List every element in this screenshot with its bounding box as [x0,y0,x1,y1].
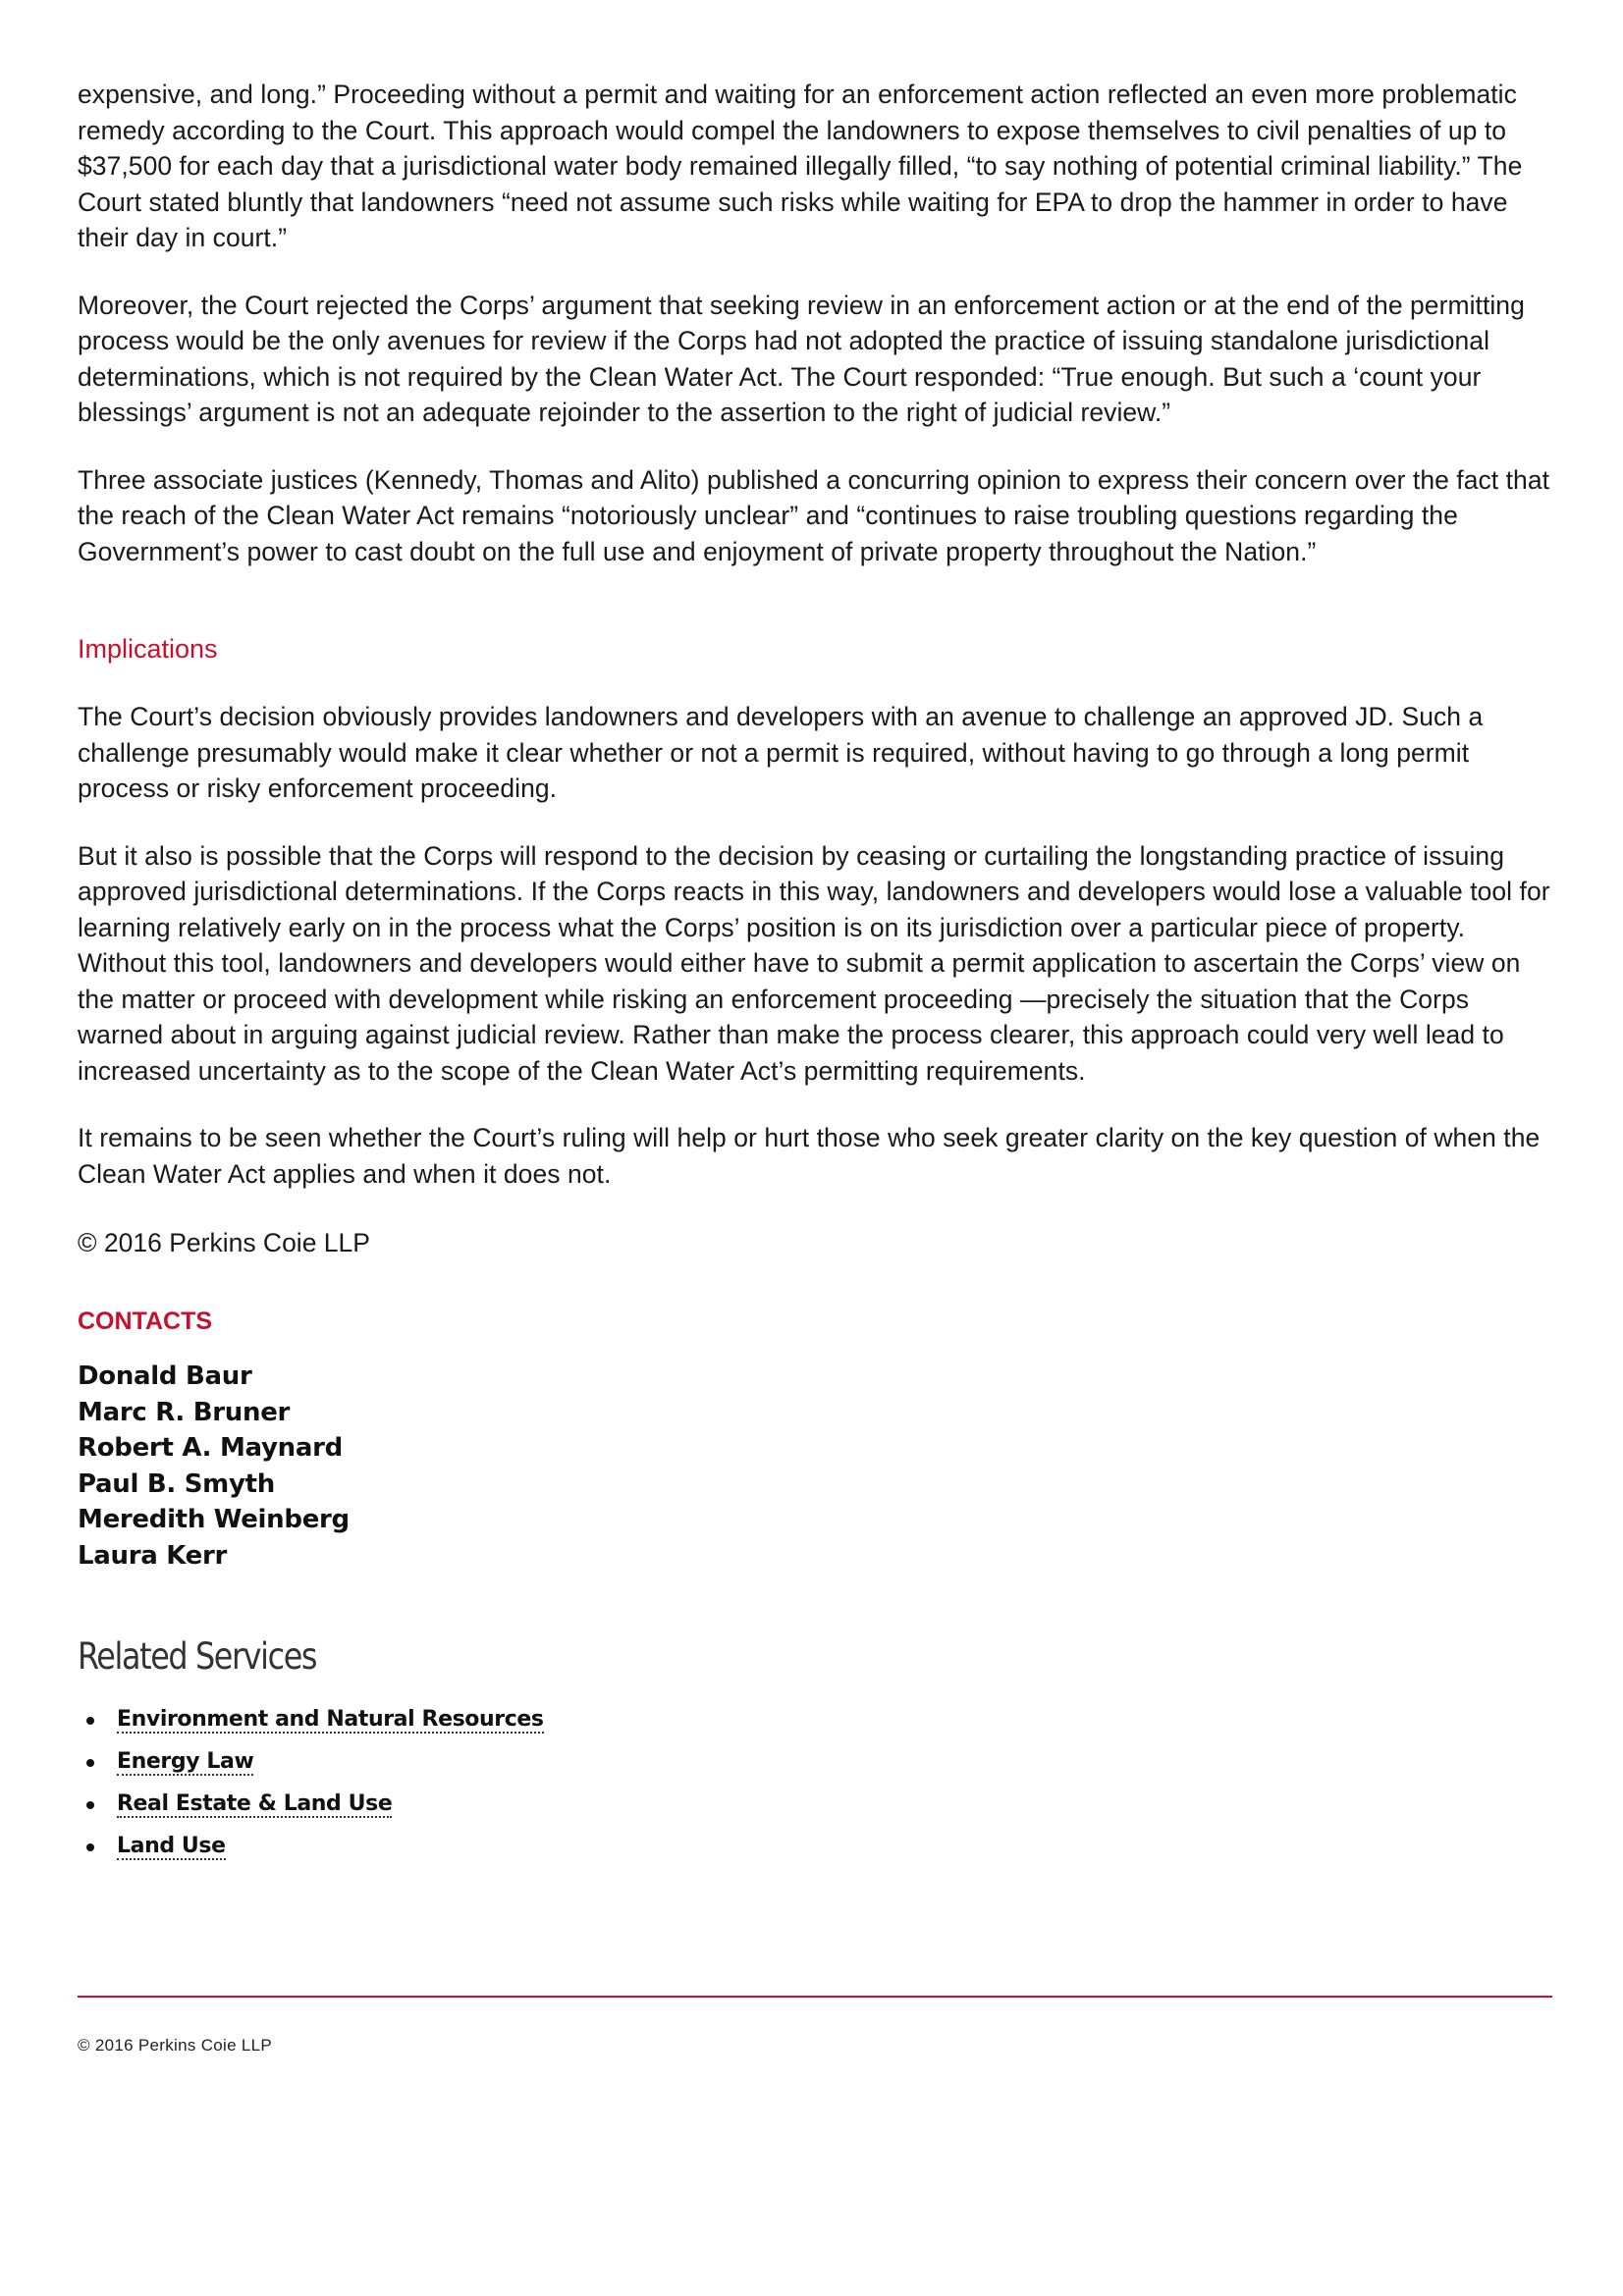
bullet-icon [86,1759,94,1767]
body-paragraph: expensive, and long.” Proceeding without a permit and waiting for an enforcement action reflected an even more problematic remedy according to the Court. This approach would compel the landowners to expose themselves to civil penalties of up to $37,500 for each day that a jurisdictional water body remained illegally filled, “to say nothing of potential criminal liability.” The Court stated bluntly that landowners “need not assume such risks while waiting for EPA to drop the hammer in order to have their day in court.” [78,80,1523,252]
contact-name: Marc R. Bruner [78,1397,291,1427]
body-paragraph: Three associate justices (Kennedy, Thomas and Alito) published a concurring opinion to express their concern over the fact that the reach of the Clean Water Act remains “notoriously unclear” and “continues to raise troubling questions regarding the Government’s power to cast doubt on the full use and enjoyment of private property throughout the Nation.” [78,464,1550,566]
body-paragraph: The Court’s decision obviously provides landowners and developers with an avenue to challenge an approved JD. Such a challenge presumably would make it clear whether or not a permit is required, without having to go through a long permit process or risky enforcement proceeding. [78,702,1484,803]
contact-name: Donald Baur [78,1362,252,1391]
contacts-heading: CONTACTS [78,1308,213,1335]
document-page [78,77,1552,1871]
related-service-item [78,1829,1552,1871]
related-service-item [78,1702,1552,1744]
related-services-heading: Related Services [78,1635,317,1678]
related-service-link[interactable]: Energy Law [117,1749,254,1774]
related-service-item [78,1744,1552,1787]
body-paragraph: Moreover, the Court rejected the Corps’ argument that seeking review in an enforcement action or at the end of the permitting process would be the only avenues for review if the Corps had not adopted the practice of issuing standalone jurisdictional determinations, which is not required by the Clean Water Act. The Court responded: “True enough. But such a ‘count your blessings’ argument is not an adequate rejoinder to the assertion to the right of judicial review.” [78,290,1525,427]
body-copyright: © 2016 Perkins Coie LLP [78,1228,370,1257]
footer-divider [78,1996,1552,1998]
body-paragraph: It remains to be seen whether the Court’s ruling will help or hurt those who seek greater clarity on the key question of when the Clean Water Act applies and when it does not. [78,1123,1541,1189]
contact-name: Meredith Weinberg [78,1505,350,1534]
bullet-icon [86,1843,94,1851]
contacts-list [78,1359,1552,1574]
contact-name: Paul B. Smyth [78,1468,275,1499]
contact-name: Robert A. Maynard [78,1433,343,1463]
related-service-link[interactable]: Real Estate & Land Use [117,1791,393,1816]
related-service-link[interactable]: Environment and Natural Resources [117,1707,544,1732]
implications-heading: Implications [78,634,218,664]
contact-name: Laura Kerr [78,1540,228,1571]
related-service-link[interactable]: Land Use [117,1834,226,1858]
footer-copyright: © 2016 Perkins Coie LLP [78,2036,273,2055]
bullet-icon [86,1717,94,1725]
related-service-item [78,1787,1552,1829]
bullet-icon [86,1801,94,1809]
related-services-list [78,1702,1552,1871]
body-paragraph: But it also is possible that the Corps will respond to the decision by ceasing or curtailing the longstanding practice of issuing approved jurisdictional determinations. If the Corps reacts in this way, landowners and developers would lose a valuable tool for learning relatively early on in the process what the Corps’ position is on its jurisdiction over a particular piece of property. Without this tool, landowners and developers would either have to submit a permit application to ascertain the Corps’ view on the matter or proceed with development while risking an enforcement proceeding —precisely the situation that the Corps warned about in arguing against judicial review. Rather than make the process clearer, this approach could very well lead to increased uncertainty as to the scope of the Clean Water Act’s permitting requirements. [78,840,1550,1086]
